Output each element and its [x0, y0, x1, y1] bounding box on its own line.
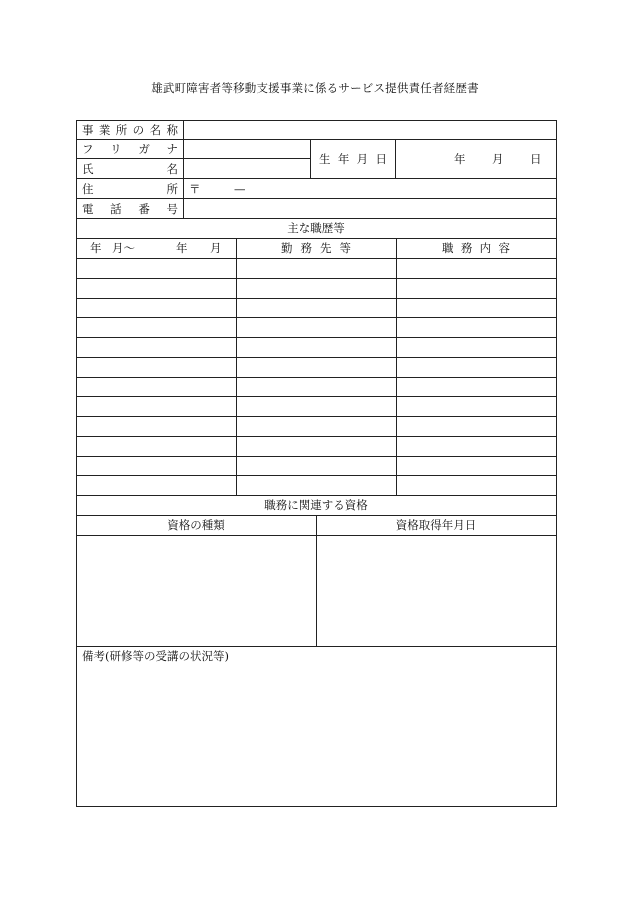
- career-workplace-cell[interactable]: [237, 259, 396, 277]
- career-row-rule: [76, 495, 557, 496]
- career-workplace-cell[interactable]: [237, 457, 396, 475]
- remarks-field[interactable]: [77, 664, 555, 805]
- office-name-label-char: 所: [115, 123, 128, 137]
- name-field[interactable]: [184, 159, 310, 178]
- col-workplace-header-char: 先: [320, 241, 332, 255]
- h-rule: [76, 238, 557, 239]
- career-duties-cell[interactable]: [397, 279, 555, 297]
- career-period-cell[interactable]: [77, 358, 236, 376]
- address-label-char: 所: [166, 182, 178, 196]
- career-period-cell[interactable]: [77, 279, 236, 297]
- address-label: [82, 182, 178, 196]
- career-duties-cell[interactable]: [397, 358, 555, 376]
- qualification-date-field[interactable]: [317, 536, 555, 646]
- career-duties-cell[interactable]: [397, 318, 555, 336]
- office-name-label-char: 事: [82, 123, 94, 137]
- career-period-cell[interactable]: [77, 299, 236, 317]
- career-duties-cell[interactable]: [397, 457, 555, 475]
- qualifications-section-title: 職務に関連する資格: [264, 498, 368, 512]
- office-name-label-char: の: [132, 123, 145, 137]
- postal-mark: 〒: [189, 182, 201, 196]
- career-period-cell[interactable]: [77, 318, 236, 336]
- birthdate-unit: 月: [492, 152, 504, 166]
- phone-label-char: 番: [138, 202, 150, 216]
- career-workplace-cell[interactable]: [237, 318, 396, 336]
- birthdate-unit: 年: [454, 152, 466, 166]
- v-rule: [395, 139, 396, 179]
- name-label-char: 名: [166, 162, 178, 176]
- career-workplace-cell[interactable]: [237, 397, 396, 415]
- col-period-char: 月: [210, 241, 222, 255]
- qualification-type-field[interactable]: [77, 536, 316, 646]
- col-workplace-header-char: 等: [339, 241, 351, 255]
- name-label: [82, 162, 178, 176]
- col-period-char: 月～: [112, 241, 135, 255]
- col-period-char: 年: [90, 241, 102, 255]
- career-workplace-cell[interactable]: [237, 378, 396, 396]
- remarks-label: 備考(研修等の受講の状況等): [82, 649, 229, 663]
- phone-label-char: 電: [82, 202, 94, 216]
- frame-bottom: [76, 806, 557, 807]
- career-period-cell[interactable]: [77, 417, 236, 435]
- furigana-label-char: リ: [110, 142, 122, 156]
- col-workplace-header-char: 勤: [281, 241, 293, 255]
- office-name-label-char: 称: [166, 123, 178, 137]
- career-period-cell[interactable]: [77, 259, 236, 277]
- career-duties-cell[interactable]: [397, 299, 555, 317]
- career-period-cell[interactable]: [77, 338, 236, 356]
- office-name-label-char: 業: [98, 123, 111, 137]
- address-field[interactable]: [184, 179, 555, 198]
- birthdate-label-char: 年: [337, 152, 350, 166]
- career-period-cell[interactable]: [77, 397, 236, 415]
- furigana-label-char: フ: [82, 142, 94, 156]
- col-workplace-header: [281, 241, 351, 255]
- birthdate-unit: 日: [530, 152, 542, 166]
- career-workplace-cell[interactable]: [237, 299, 396, 317]
- career-period-cell[interactable]: [77, 476, 236, 494]
- col-period-char: 年: [176, 241, 188, 255]
- postal-dash: —: [234, 182, 246, 196]
- career-duties-cell[interactable]: [397, 417, 555, 435]
- career-period-cell[interactable]: [77, 437, 236, 455]
- office-name-label-char: 名: [149, 123, 162, 137]
- furigana-field[interactable]: [184, 140, 310, 158]
- career-duties-cell[interactable]: [397, 259, 555, 277]
- career-workplace-cell[interactable]: [237, 358, 396, 376]
- col-duties-header-char: 務: [460, 241, 473, 255]
- birthdate-label-char: 日: [375, 152, 387, 166]
- office-name-label: [82, 123, 178, 137]
- furigana-label-char: ガ: [138, 142, 150, 156]
- document-title: 雄武町障害者等移動支援事業に係るサービス提供責任者経歴書: [151, 81, 479, 95]
- col-qualification-date: 資格取得年月日: [395, 518, 477, 532]
- phone-field[interactable]: [184, 199, 555, 218]
- phone-label-char: 号: [166, 202, 178, 216]
- career-duties-cell[interactable]: [397, 476, 555, 494]
- career-workplace-cell[interactable]: [237, 279, 396, 297]
- h-rule: [76, 646, 557, 647]
- office-name-field[interactable]: [184, 121, 555, 139]
- address-label-char: 住: [82, 182, 94, 196]
- v-rule: [310, 139, 311, 179]
- resume-form: [76, 120, 556, 806]
- birthdate-label: [319, 152, 387, 166]
- career-duties-cell[interactable]: [397, 378, 555, 396]
- career-period-cell[interactable]: [77, 457, 236, 475]
- furigana-label: [82, 142, 178, 156]
- col-qualification-type: 資格の種類: [167, 518, 225, 532]
- career-section-title: 主な職歴等: [287, 221, 345, 235]
- frame-right: [556, 120, 557, 807]
- career-workplace-cell[interactable]: [237, 338, 396, 356]
- h-rule: [76, 139, 557, 140]
- col-duties-header: [442, 241, 510, 255]
- col-duties-header-char: 内: [479, 241, 492, 255]
- h-rule: [76, 218, 557, 219]
- col-duties-header-char: 容: [498, 241, 510, 255]
- career-period-cell[interactable]: [77, 378, 236, 396]
- career-duties-cell[interactable]: [397, 437, 555, 455]
- col-workplace-header-char: 務: [300, 241, 312, 255]
- career-duties-cell[interactable]: [397, 397, 555, 415]
- career-workplace-cell[interactable]: [237, 476, 396, 494]
- birthdate-label-char: 月: [356, 152, 369, 166]
- furigana-label-char: ナ: [166, 142, 178, 156]
- birthdate-label-char: 生: [319, 152, 331, 166]
- name-label-char: 氏: [82, 162, 94, 176]
- col-duties-header-char: 職: [442, 241, 454, 255]
- career-duties-cell[interactable]: [397, 338, 555, 356]
- career-workplace-cell[interactable]: [237, 437, 396, 455]
- phone-label-char: 話: [110, 202, 122, 216]
- phone-label: [82, 202, 178, 216]
- career-workplace-cell[interactable]: [237, 417, 396, 435]
